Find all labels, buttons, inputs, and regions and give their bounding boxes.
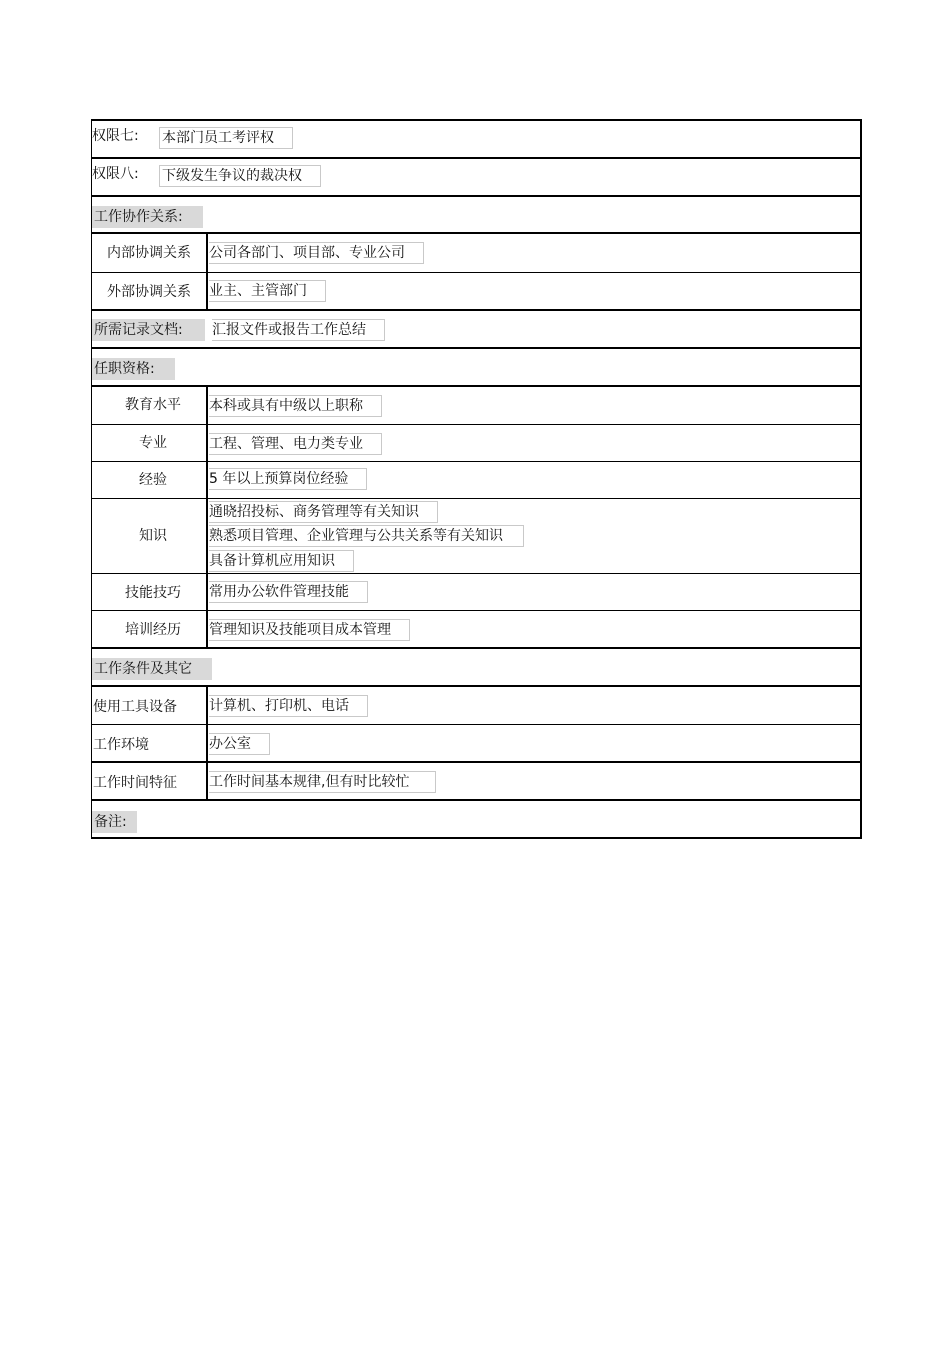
qualification-row	[92, 462, 860, 499]
coordination-value: 公司各部门、项目部、专业公司	[209, 242, 424, 264]
qualifications-section-label: 任职资格:	[92, 358, 175, 380]
education-label: 教育水平	[125, 397, 181, 413]
records-row	[92, 311, 860, 349]
qualification-row	[92, 425, 860, 462]
conditions-row	[92, 763, 860, 801]
remarks-row	[92, 801, 860, 839]
experience-label: 经验	[139, 472, 167, 488]
skills-value: 常用办公软件管理技能	[209, 581, 368, 603]
column-divider	[206, 725, 208, 761]
qualification-row	[92, 611, 860, 649]
column-divider	[206, 763, 208, 799]
major-label: 专业	[139, 435, 167, 451]
conditions-label: 工作时间特征	[93, 775, 177, 791]
column-divider	[206, 574, 208, 610]
authority-row	[92, 121, 860, 159]
column-divider	[206, 462, 208, 498]
coordination-row	[92, 234, 860, 273]
knowledge-value: 通晓招投标、商务管理等有关知识	[209, 501, 438, 523]
qualification-row	[92, 387, 860, 425]
qualification-row	[92, 499, 860, 574]
column-divider	[206, 273, 208, 309]
job-description-table	[91, 119, 862, 839]
conditions-value: 计算机、打印机、电话	[209, 695, 368, 717]
column-divider	[206, 234, 208, 272]
experience-value: 5 年以上预算岗位经验	[209, 468, 367, 490]
column-divider	[206, 387, 208, 424]
conditions-label: 使用工具设备	[93, 699, 177, 715]
coordination-row	[92, 273, 860, 311]
training-label: 培训经历	[125, 622, 181, 638]
education-value: 本科或具有中级以上职称	[209, 395, 382, 417]
conditions-label: 工作环境	[93, 737, 149, 753]
authority-label: 权限七:	[92, 128, 139, 144]
conditions-value: 办公室	[209, 733, 270, 755]
conditions-row	[92, 725, 860, 763]
knowledge-label: 知识	[139, 528, 167, 544]
coordination-label: 内部协调关系	[107, 245, 191, 261]
authority-label: 权限八:	[92, 166, 139, 182]
column-divider	[206, 499, 208, 573]
authority-row	[92, 159, 860, 197]
knowledge-value: 具备计算机应用知识	[209, 550, 354, 572]
remarks-label: 备注:	[92, 811, 137, 833]
qualification-row	[92, 574, 860, 611]
coordination-label: 外部协调关系	[107, 284, 191, 300]
training-value: 管理知识及技能项目成本管理	[209, 619, 410, 641]
records-value: 汇报文件或报告工作总结	[212, 319, 385, 341]
column-divider	[206, 611, 208, 647]
coordination-section-label: 工作协作关系:	[92, 206, 203, 228]
coordination-section-row	[92, 197, 860, 234]
column-divider	[206, 687, 208, 724]
authority-value: 下级发生争议的裁决权	[159, 165, 321, 187]
coordination-value: 业主、主管部门	[209, 280, 326, 302]
authority-value: 本部门员工考评权	[159, 127, 293, 149]
knowledge-value: 熟悉项目管理、企业管理与公共关系等有关知识	[209, 525, 524, 547]
qualifications-section-row	[92, 349, 860, 387]
column-divider	[206, 425, 208, 461]
conditions-row	[92, 687, 860, 725]
conditions-section-label: 工作条件及其它	[92, 658, 212, 680]
conditions-section-row	[92, 649, 860, 687]
skills-label: 技能技巧	[125, 585, 181, 601]
major-value: 工程、管理、电力类专业	[209, 433, 382, 455]
records-label: 所需记录文档:	[92, 319, 205, 341]
conditions-value: 工作时间基本规律,但有时比较忙	[209, 771, 436, 793]
